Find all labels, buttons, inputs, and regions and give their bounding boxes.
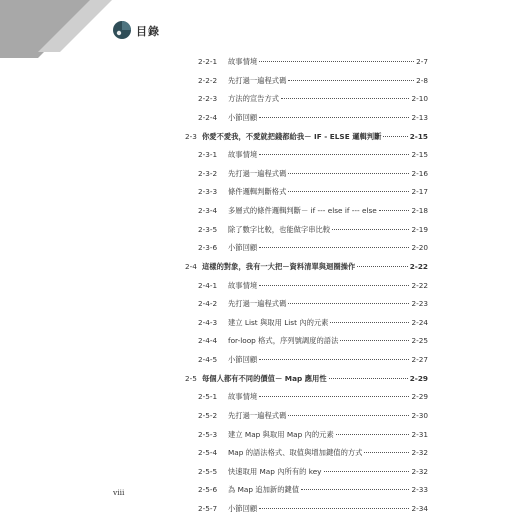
toc-subsection-entry — [198, 467, 428, 483]
toc-leader — [379, 210, 410, 211]
toc-title: 故事情境 — [228, 57, 258, 66]
toc-page: 2-32 — [411, 448, 428, 458]
toc-subsection-entry — [198, 392, 428, 408]
toc-number: 2-5-5 — [198, 466, 218, 476]
toc-number: 2-2-4 — [198, 112, 218, 122]
toc-leader — [288, 80, 414, 81]
toc-subsection-entry — [198, 169, 428, 185]
toc-subsection-entry — [198, 94, 428, 110]
toc-title: 小節回顧 — [228, 243, 258, 253]
toc-page: 2-29 — [409, 373, 428, 383]
toc-page: 2-10 — [411, 94, 428, 104]
toc-page: 2-34 — [411, 504, 428, 514]
toc-number: 2-2-2 — [198, 75, 218, 85]
toc-leader — [288, 303, 409, 304]
toc-page: 2-32 — [411, 466, 428, 476]
toc-page: 2-31 — [411, 429, 428, 439]
toc-number: 2-4-4 — [198, 336, 218, 346]
toc-number: 2-4 — [185, 261, 197, 271]
toc-number: 2-3-3 — [198, 187, 218, 197]
toc-subsection-entry — [198, 76, 428, 92]
toc-page: 2-7 — [416, 57, 428, 66]
toc-page: 2-23 — [411, 299, 428, 309]
toc-page: 2-8 — [416, 75, 428, 85]
toc-section-entry — [185, 132, 428, 148]
toc-leader — [364, 452, 409, 453]
toc-leader — [288, 191, 409, 192]
toc-page: 2-25 — [411, 336, 428, 346]
toc-title: 故事情境 — [228, 392, 258, 402]
toc-subsection-entry — [198, 206, 428, 222]
toc-page: 2-16 — [411, 168, 428, 178]
toc-leader — [324, 471, 410, 472]
toc-page: 2-22 — [411, 280, 428, 290]
toc-title: 故事情境 — [228, 150, 258, 160]
toc-title: 快速取用 Map 內所有的 key — [228, 466, 322, 476]
toc-number: 2-5-1 — [198, 392, 218, 402]
toc-number: 2-5-2 — [198, 410, 218, 420]
toc-title: 方法的宣告方式 — [228, 94, 280, 104]
toc-number: 2-5-4 — [198, 448, 218, 458]
toc-title: 先打過一遍程式碼 — [228, 168, 287, 178]
toc-leader — [330, 322, 409, 323]
toc-page: 2-17 — [411, 187, 428, 197]
toc-title: 每個人都有不同的價值－ Map 應用性 — [202, 373, 327, 383]
toc-subsection-entry — [198, 281, 428, 297]
toc-title: 多層式的條件邏輯判斷－ if --- else if --- else — [228, 206, 377, 216]
toc-number: 2-4-2 — [198, 299, 218, 309]
toc-leader — [301, 489, 409, 490]
toc-subsection-entry — [198, 411, 428, 427]
toc-subsection-entry — [198, 355, 428, 371]
toc-leader — [288, 173, 409, 174]
toc-number: 2-3 — [185, 131, 197, 141]
toc-leader — [340, 340, 409, 341]
toc-page: 2-20 — [411, 243, 428, 253]
toc-page: 2-19 — [411, 224, 428, 234]
toc-number: 2-2-3 — [198, 94, 218, 104]
toc-title: 為 Map 追加新的鍵值 — [228, 485, 300, 495]
toc-number: 2-5 — [185, 373, 197, 383]
toc-leader — [357, 266, 408, 267]
toc-subsection-entry — [198, 113, 428, 129]
toc-number: 2-5-7 — [198, 504, 218, 514]
toc-subsection-entry — [198, 448, 428, 464]
toc-leader — [259, 359, 409, 360]
toc-number: 2-5-3 — [198, 429, 218, 439]
toc-page: 2-22 — [409, 261, 428, 271]
toc-page: 2-18 — [411, 206, 428, 216]
toc-subsection-entry — [198, 299, 428, 315]
toc-number: 2-3-5 — [198, 224, 218, 234]
toc-number: 2-4-1 — [198, 280, 218, 290]
toc-leader — [336, 434, 410, 435]
toc-page: 2-13 — [411, 112, 428, 122]
toc-title: 建立 Map 與取用 Map 內的元素 — [228, 429, 334, 439]
toc-title: 除了數字比較，也能做字串比較 — [228, 224, 331, 234]
toc-leader — [383, 136, 407, 137]
toc-title: 小節回顧 — [228, 355, 258, 365]
toc-subsection-entry — [198, 430, 428, 446]
toc-leader — [259, 154, 409, 155]
toc-title: 先打過一遍程式碼 — [228, 75, 287, 85]
toc-subsection-entry — [198, 336, 428, 352]
toc-section-entry — [185, 374, 428, 390]
toc-title: 小節回顧 — [228, 504, 258, 514]
toc-title: 建立 List 與取用 List 內的元素 — [228, 317, 329, 327]
toc-title: 先打過一遍程式碼 — [228, 299, 287, 309]
toc-page: 2-29 — [411, 392, 428, 402]
toc-page: 2-33 — [411, 485, 428, 495]
toc-number: 2-4-3 — [198, 317, 218, 327]
toc-subsection-entry — [198, 150, 428, 166]
toc-leader — [259, 285, 409, 286]
toc-number: 2-4-5 — [198, 355, 218, 365]
toc-number: 2-5-6 — [198, 485, 218, 495]
toc-subsection-entry — [198, 318, 428, 334]
toc-leader — [259, 247, 409, 248]
toc-subsection-entry — [198, 243, 428, 259]
toc-number: 2-3-2 — [198, 168, 218, 178]
toc-title: 條件邏輯判斷格式 — [228, 187, 287, 197]
toc-page: 2-15 — [411, 150, 428, 160]
toc-subsection-entry — [198, 504, 428, 520]
logo-icon — [112, 20, 132, 40]
toc-subsection-entry — [198, 225, 428, 241]
toc-leader — [332, 229, 409, 230]
toc-title: 小節回顧 — [228, 112, 258, 122]
toc-title: Map 的語法格式、取值與增加鍵值的方式 — [228, 448, 363, 458]
toc-title: 故事情境 — [228, 280, 258, 290]
toc-title: 你愛不愛我，不愛就把錢都給我－ IF - ELSE 邏輯判斷 — [202, 131, 382, 141]
toc-number: 2-3-1 — [198, 150, 218, 160]
toc-page: 2-30 — [411, 410, 428, 420]
toc-subsection-entry — [198, 57, 428, 73]
page-number: viii — [113, 488, 125, 497]
toc-leader — [281, 98, 409, 99]
toc-leader — [288, 415, 409, 416]
toc-leader — [259, 117, 409, 118]
toc-page: 2-27 — [411, 355, 428, 365]
toc-page: 2-24 — [411, 317, 428, 327]
toc-page: 2-15 — [409, 131, 428, 141]
toc-title: 這樣的對象，我有一大把－資料清單與迴圈操作 — [202, 261, 356, 271]
toc-subsection-entry — [198, 187, 428, 203]
toc-title: 先打過一遍程式碼 — [228, 410, 287, 420]
toc-number: 2-3-4 — [198, 206, 218, 216]
toc-leader — [259, 508, 409, 509]
toc-leader — [259, 61, 414, 62]
toc-section-entry — [185, 262, 428, 278]
toc-title: for-loop 格式，序列號調度的語法 — [228, 336, 339, 346]
toc-leader — [329, 378, 408, 379]
toc-leader — [259, 396, 409, 397]
toc-subsection-entry — [198, 485, 428, 501]
toc-number: 2-3-6 — [198, 243, 218, 253]
toc-number: 2-2-1 — [198, 57, 218, 66]
page-title: 目錄 — [136, 25, 160, 38]
